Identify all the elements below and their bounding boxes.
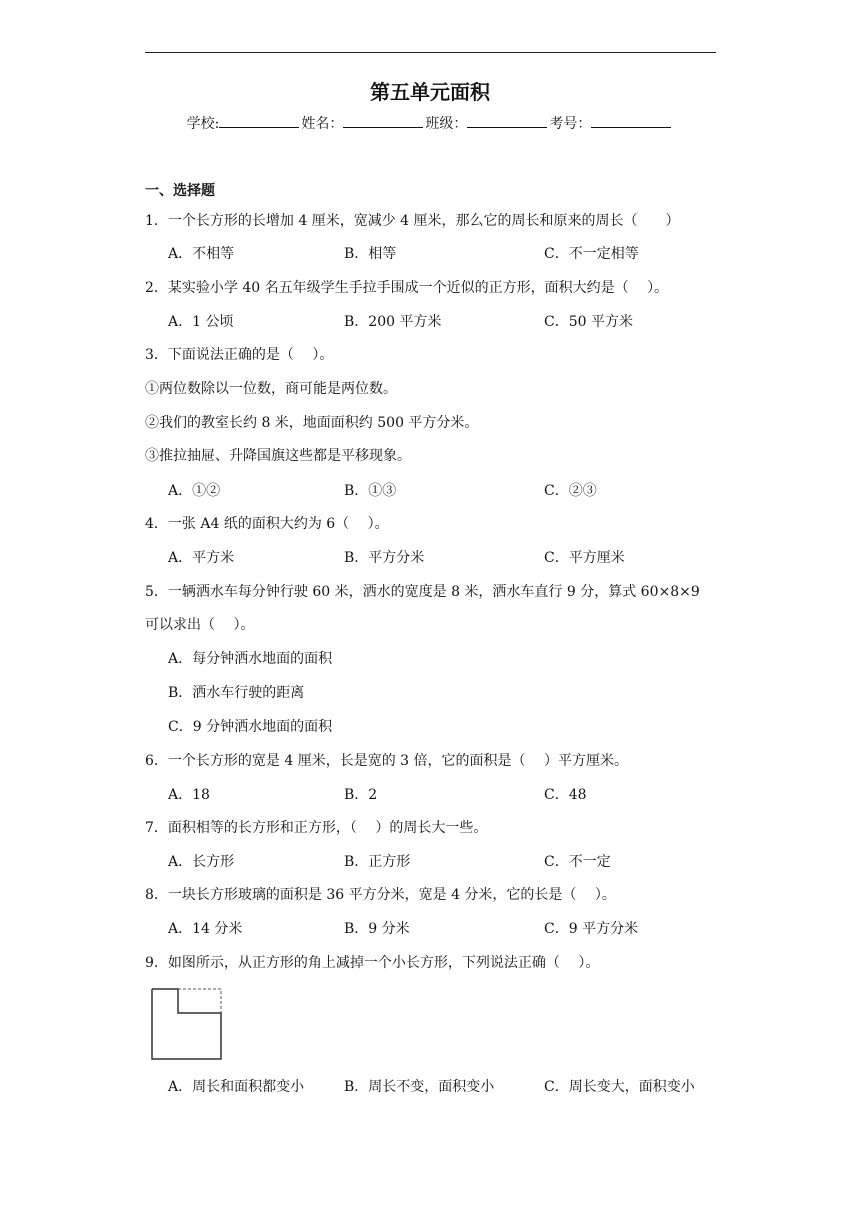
question-3: 3．下面说法正确的是（ ）。 [145,347,334,363]
q4-option-c[interactable]: C．平方厘米 [544,550,625,566]
q6-option-c[interactable]: C．48 [544,787,587,803]
question-5-continued: 可以求出（ ）。 [145,617,255,633]
question-4: 4．一张 A4 纸的面积大约为 6（ ）。 [145,516,389,532]
question-2: 2．某实验小学 40 名五年级学生手拉手围成一个近似的正方形，面积大约是（ ）。 [145,280,669,296]
question-1: 1．一个长方形的长增加 4 厘米，宽减少 4 厘米，那么它的周长和原来的周长（ ） [145,213,680,229]
question-7: 7．面积相等的长方形和正方形，（ ）的周长大一些。 [145,820,488,836]
section-title: 一、选择题 [145,183,215,199]
q4-option-a[interactable]: A．平方米 [168,550,235,566]
q8-option-a[interactable]: A．14 分米 [168,921,243,937]
q5-option-a[interactable]: A．每分钟洒水地面的面积 [168,651,333,667]
q9-option-c[interactable]: C．周长变大，面积变小 [544,1079,695,1095]
q7-option-a[interactable]: A．长方形 [168,854,235,870]
q6-option-a[interactable]: A．18 [168,787,210,803]
q9-option-a[interactable]: A．周长和面积都变小 [168,1079,305,1095]
name-blank[interactable] [343,113,423,128]
q3-statement-1: ①两位数除以一位数，商可能是两位数。 [145,381,397,397]
exam-number-blank[interactable] [591,113,671,128]
q2-option-b[interactable]: B．200 平方米 [344,314,442,330]
q8-option-b[interactable]: B．9 分米 [344,921,410,937]
student-info-line [0,113,860,133]
header-rule [145,52,716,53]
square-with-cut-corner-outline [152,989,221,1059]
q2-option-a[interactable]: A．1 公顷 [168,314,234,330]
q5-option-b[interactable]: B．洒水车行驶的距离 [168,685,305,701]
page-title: 第五单元面积 [370,80,490,104]
question-5: 5．一辆洒水车每分钟行驶 60 米，洒水的宽度是 8 米，洒水车直行 9 分，算式 60×8×9 [145,584,700,600]
q7-option-c[interactable]: C．不一定 [544,854,611,870]
class-label: 班级： [425,116,468,132]
name-label: 姓名： [301,116,344,132]
q1-option-a[interactable]: A．不相等 [168,246,235,262]
question-9: 9．如图所示，从正方形的角上减掉一个小长方形，下列说法正确（ ）。 [145,955,600,971]
q3-option-c[interactable]: C．②③ [544,483,597,499]
q3-statement-3: ③推拉抽屉、升降国旗这些都是平移现象。 [145,448,411,464]
exam-number-label: 考号： [549,116,592,132]
q1-option-b[interactable]: B．相等 [344,246,397,262]
question-6: 6．一个长方形的宽是 4 厘米，长是宽的 3 倍，它的面积是（ ）平方厘米。 [145,753,628,769]
q8-option-c[interactable]: C．9 平方分米 [544,921,639,937]
removed-rectangle-dashed-edge [178,989,221,1013]
q6-option-b[interactable]: B．2 [344,787,378,803]
q2-option-c[interactable]: C．50 平方米 [544,314,633,330]
school-label: 学校: [186,116,220,132]
square-cut-figure [150,987,225,1062]
q7-option-b[interactable]: B．正方形 [344,854,411,870]
class-blank[interactable] [467,113,547,128]
q3-option-b[interactable]: B．①③ [344,483,397,499]
q1-option-c[interactable]: C．不一定相等 [544,246,639,262]
q3-option-a[interactable]: A．①② [168,483,221,499]
q5-option-c[interactable]: C．9 分钟洒水地面的面积 [168,719,333,735]
question-8: 8．一块长方形玻璃的面积是 36 平方分米，宽是 4 分米，它的长是（ ）。 [145,887,616,903]
school-blank[interactable] [219,113,299,128]
q4-option-b[interactable]: B．平方分米 [344,550,425,566]
q9-option-b[interactable]: B．周长不变，面积变小 [344,1079,495,1095]
q3-statement-2: ②我们的教室长约 8 米，地面面积约 500 平方分米。 [145,415,479,431]
